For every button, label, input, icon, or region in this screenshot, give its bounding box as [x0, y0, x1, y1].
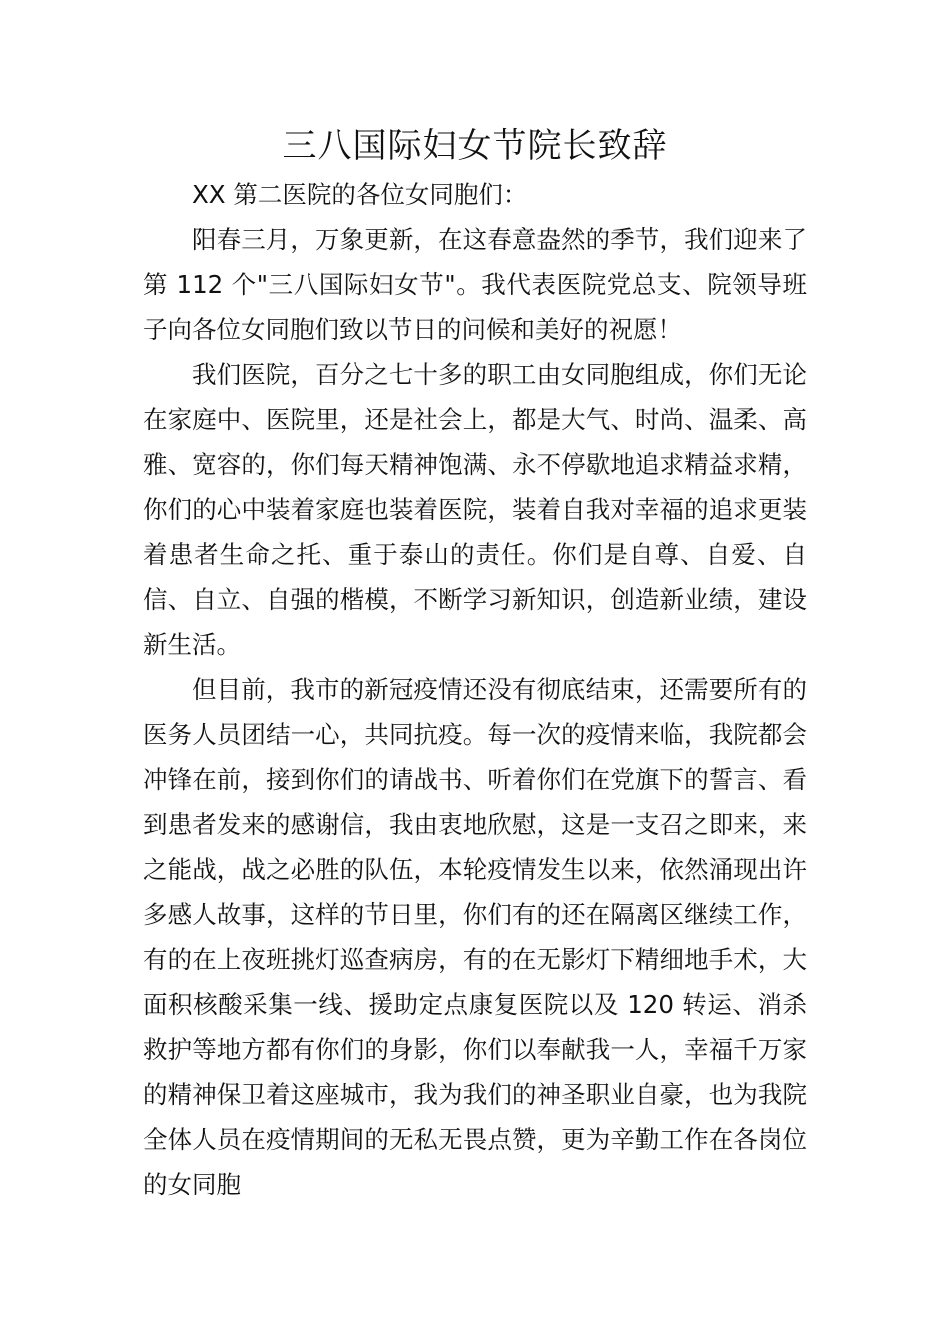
paragraph-3: 但目前，我市的新冠疫情还没有彻底结束，还需要所有的医务人员团结一心，共同抗疫。每一次的疫情来临，我院都会冲锋在前，接到你们的请战书、听着你们在党旗下的誓言、看到患者发来的感谢信，我由衷地欣慰，这是一支召之即来，来之能战，战之必胜的队伍，本轮疫情发生以来，依然涌现出许多感人故事，这样的节日里，你们有的还在隔离区继续工作，有的在上夜班挑灯巡查病房，有的在无影灯下精细地手术，大面积核酸采集一线、援助定点康复医院以及 120 转运、消杀救护等地方都有你们的身影，你们以奉献我一人，幸福千万家的精神保卫着这座城市，我为我们的神圣职业自豪，也为我院全体人员在疫情期间的无私无畏点赞，更为辛勤工作在各岗位的女同胞 [143, 675, 807, 1199]
salutation: XX 第二医院的各位女同胞们： [192, 180, 528, 209]
paragraph-1: 阳春三月，万象更新，在这春意盎然的季节，我们迎来了第 112 个"三八国际妇女节"。我代表医院党总支、院领导班子向各位女同胞们致以节日的问候和美好的祝愿！ [143, 225, 807, 344]
paragraph-2: 我们医院，百分之七十多的职工由女同胞组成，你们无论在家庭中、医院里，还是社会上，都是大气、时尚、温柔、高雅、宽容的，你们每天精神饱满、永不停歇地追求精益求精，你们的心中装着家庭也装着医院，装着自我对幸福的追求更装着患者生命之托、重于泰山的责任。你们是自尊、自爱、自信、自立、自强的楷模，不断学习新知识，创造新业绩，建设新生活。 [143, 360, 807, 659]
document-title: 三八国际妇女节院长致辞 [282, 126, 668, 166]
document-body [143, 172, 807, 1207]
